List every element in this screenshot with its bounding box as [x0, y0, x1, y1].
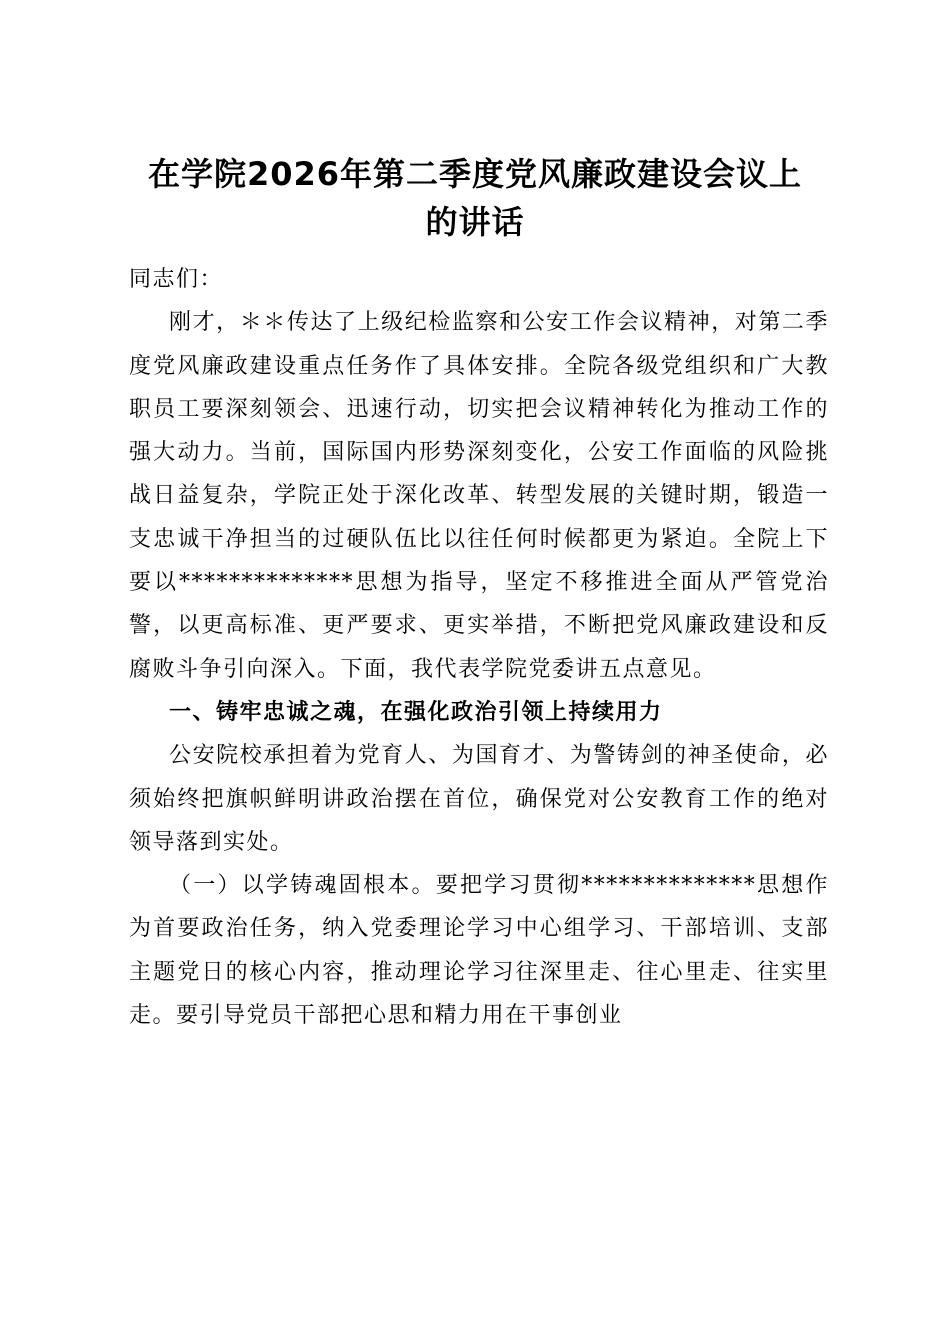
paragraph-subsection-1: （一）以学铸魂固根本。要把学习贯彻**************思想作为首要政治任务，纳入党委理论学习中心组学习、干部培训、支部主题党日的核心内容，推动理论学习往深里走、往心里走、往实里走。要引导党员干部把心思和精力用在干事创业 [129, 873, 829, 1029]
paragraph-section-1-intro: 公安院校承担着为党育人、为国育才、为警铸剑的神圣使命，必须始终把旗帜鲜明讲政治摆在首位，确保党对公安教育工作的绝对领导落到实处。 [129, 743, 829, 855]
salutation: 同志们： [129, 267, 224, 292]
paragraph-intro: 刚才，＊＊传达了上级纪检监察和公安工作会议精神，对第二季度党风廉政建设重点任务作了具体安排。全院各级党组织和广大教职员工要深刻领会、迅速行动，切实把会议精神转化为推动工作的强大动力。当前，国际国内形势深刻变化，公安工作面临的风险挑战日益复杂，学院正处于深化改革、转型发展的关键时期，锻造一支忠诚干净担当的过硬队伍比以往任何时候都更为紧迫。全院上下要以**************思想为指导，坚定不移推进全面从严管党治警，以更高标准、更严要求、更实举措，不断把党风廉政建设和反腐败斗争引向深入。下面，我代表学院党委讲五点意见。 [129, 310, 829, 682]
document-title [110, 150, 840, 246]
title-line-2: 的讲话 [425, 203, 525, 241]
title-line-1: 在学院2026年第二季度党风廉政建设会议上 [147, 155, 803, 193]
section-heading-1: 一、铸牢忠诚之魂，在强化政治引领上持续用力 [169, 699, 663, 725]
document-body [129, 258, 829, 1037]
